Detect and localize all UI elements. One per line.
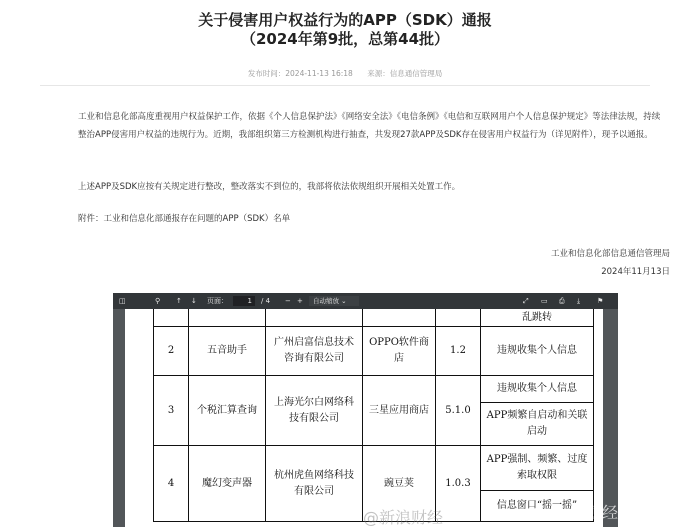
article-subtitle: （2024年第9批，总第44批）: [240, 30, 450, 48]
table-cell: 个税汇算查询: [189, 376, 266, 446]
table-row: [154, 446, 594, 491]
search-icon[interactable]: ⚲: [155, 297, 161, 305]
table-cell: 五音助手: [189, 327, 266, 376]
table-cell: 1.0.3: [436, 446, 481, 522]
table-cell: 信息窗口“摇一摇”: [481, 491, 594, 522]
table-cell: OPPO软件商店: [363, 327, 436, 376]
pdf-viewer[interactable]: [113, 293, 618, 527]
sidebar-icon[interactable]: ◫: [119, 297, 126, 305]
table-cell: 2: [154, 327, 189, 376]
table-cell: 广州启富信息技术咨询有限公司: [266, 327, 363, 376]
page-label: 页面：: [207, 297, 228, 305]
bookmark-icon[interactable]: ⚑: [597, 297, 604, 305]
publish-time: 发布时间：2024-11-13 16:18: [247, 69, 353, 78]
table-cell: 上海光尔白网络科技有限公司: [266, 376, 363, 446]
pdf-toolbar: [113, 293, 618, 309]
open-icon[interactable]: ▭: [541, 297, 548, 305]
article-meta: [0, 68, 690, 79]
watermark: @财经网科技: [570, 503, 667, 522]
zoom-select[interactable]: 自动缩放 ⌄: [309, 296, 359, 306]
table-cell: 杭州虎鱼网络科技有限公司: [266, 446, 363, 522]
prev-page-icon[interactable]: ↑: [176, 297, 182, 305]
pdf-page: [125, 309, 603, 527]
table-cell: 魔幻变声器: [189, 446, 266, 522]
page-total: / 4: [261, 297, 271, 305]
violation-table: [153, 309, 594, 522]
article-title: 关于侵害用户权益行为的APP（SDK）通报: [198, 11, 492, 29]
table-cell: 违规收集个人信息: [481, 376, 594, 403]
table-row: [154, 327, 594, 376]
attachment-link[interactable]: 附件：工业和信息化部通报存在问题的APP（SDK）名单: [78, 214, 291, 224]
divider: [40, 85, 650, 86]
article-paragraph-1: 工业和信息化部高度重视用户权益保护工作，依据《个人信息保护法》《网络安全法》《电信条例》《电信和互联网用户个人信息保护规定》等法律法规，持续整治APP侵害用户权益的违规行为。近期，我部组织第三方检测机构进行抽查，共发现27款APP及SDK存在侵害用户权益行为（详见附件），现予以通报。: [78, 112, 661, 140]
table-cell: 4: [154, 446, 189, 522]
table-cell: APP频繁自启动和关联启动: [481, 403, 594, 446]
table-cell: 豌豆荚: [363, 446, 436, 522]
zoom-in-icon[interactable]: +: [297, 297, 303, 305]
table-cell: 三星应用商店: [363, 376, 436, 446]
table-cell: APP强制、频繁、过度索取权限: [481, 446, 594, 491]
table-cell: 5.1.0: [436, 376, 481, 446]
article-paragraph-2: 上述APP及SDK应按有关规定进行整改，整改落实不到位的，我部将依法依规组织开展相关处置工作。: [78, 182, 461, 192]
watermark: @新浪财经: [363, 508, 444, 527]
table-row: [154, 309, 594, 327]
table-cell: 违规收集个人信息: [481, 327, 594, 376]
table-cell: 3: [154, 376, 189, 446]
print-icon[interactable]: ⎙: [559, 297, 565, 305]
next-page-icon[interactable]: ↓: [191, 297, 197, 305]
page-number-input[interactable]: 1: [233, 296, 255, 306]
signature-date: 2024年11月13日: [601, 267, 670, 277]
zoom-out-icon[interactable]: −: [285, 297, 291, 305]
signature-org: 工业和信息化部信息通信管理局: [550, 249, 670, 259]
fullscreen-icon[interactable]: ⤢: [523, 297, 529, 305]
table-cell: 1.2: [436, 327, 481, 376]
article-source: 来源：信息通信管理局: [367, 69, 443, 78]
download-icon[interactable]: ⤓: [577, 297, 581, 305]
table-cell: 乱跳转: [481, 309, 594, 327]
table-row: [154, 376, 594, 403]
